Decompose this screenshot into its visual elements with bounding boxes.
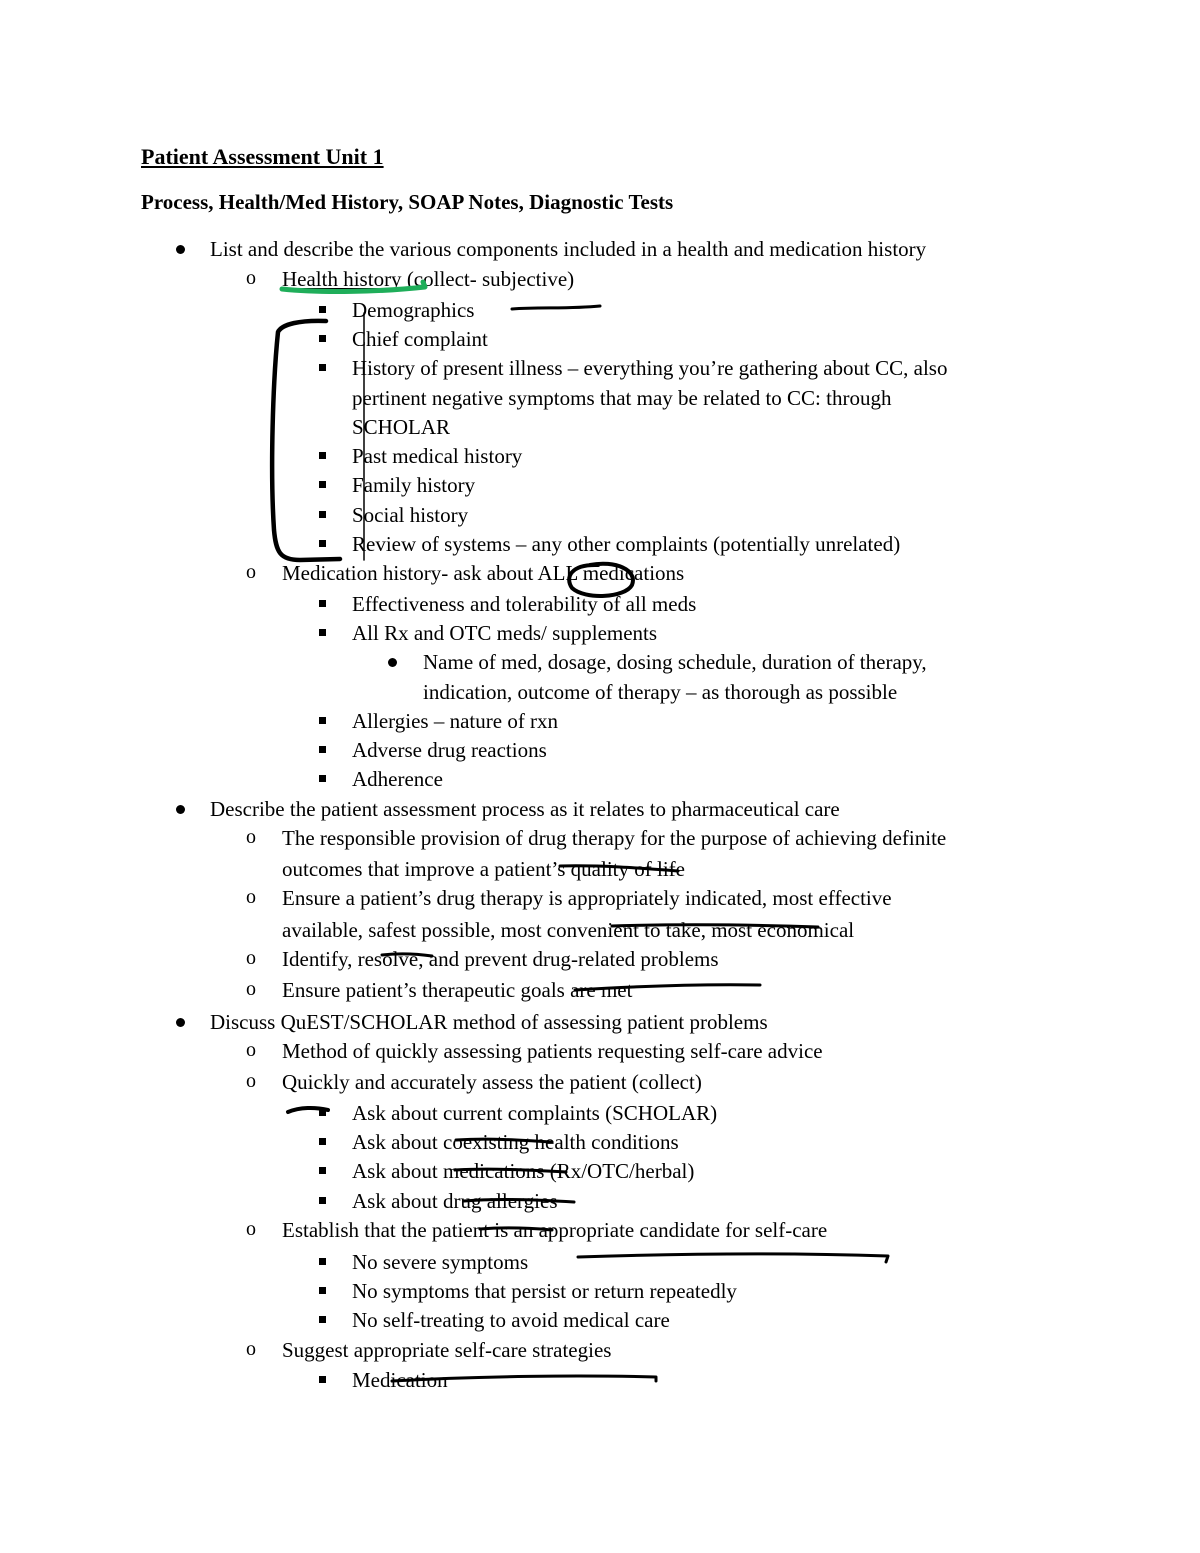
line-text: (collect- subjective) bbox=[406, 267, 575, 291]
outline-line bbox=[282, 266, 574, 292]
bullet-square-icon bbox=[319, 540, 326, 547]
outline-line bbox=[352, 531, 900, 557]
bullet-disc-icon bbox=[176, 1018, 185, 1027]
bullet-square-icon bbox=[319, 306, 326, 313]
bullet-circle-icon: o bbox=[246, 1070, 256, 1092]
outline-line bbox=[352, 414, 450, 440]
line-text: List and describe the various components included in a health and medication history bbox=[210, 237, 927, 261]
outline-line bbox=[352, 1100, 717, 1126]
outline-line bbox=[352, 385, 891, 411]
bullet-circle-icon: o bbox=[246, 1218, 256, 1240]
outline-line bbox=[352, 1278, 737, 1304]
outline-line bbox=[352, 708, 558, 734]
bullet-square-icon bbox=[319, 1197, 326, 1204]
bullet-circle-icon: o bbox=[246, 947, 256, 969]
outline-line bbox=[352, 591, 696, 617]
bullet-square-icon bbox=[319, 1316, 326, 1323]
bullet-circle-icon: o bbox=[246, 1039, 256, 1061]
outline-line bbox=[423, 679, 897, 705]
bullet-square-icon bbox=[319, 1109, 326, 1116]
bullet-square-icon bbox=[319, 364, 326, 371]
outline-line bbox=[282, 1217, 827, 1243]
line-text: Past medical history bbox=[352, 444, 523, 468]
line-text: Chief complaint bbox=[352, 327, 488, 351]
outline-line bbox=[352, 737, 547, 763]
bullet-square-icon bbox=[319, 1258, 326, 1265]
line-text: Demographics bbox=[352, 298, 475, 322]
outline-line bbox=[282, 1038, 823, 1064]
bullet-square-icon bbox=[319, 717, 326, 724]
outline-line bbox=[352, 355, 947, 381]
outline-line bbox=[210, 796, 840, 822]
line-text: Family history bbox=[352, 473, 476, 497]
page-title: Patient Assessment Unit 1 bbox=[141, 144, 384, 169]
line-text: Identify, resolve, and prevent drug-related problems bbox=[282, 947, 719, 971]
bullet-square-icon bbox=[319, 629, 326, 636]
outline-line bbox=[352, 502, 468, 528]
bullet-square-icon bbox=[319, 1376, 326, 1383]
line-text: Ask about current complaints (SCHOLAR) bbox=[352, 1101, 718, 1125]
line-text: pertinent negative symptoms that may be related to CC: through bbox=[352, 386, 892, 410]
line-text: Ensure patient’s therapeutic goals are met bbox=[282, 978, 633, 1002]
outline-line bbox=[352, 1188, 558, 1214]
outline-line bbox=[282, 1069, 702, 1095]
line-text: SCHOLAR bbox=[352, 415, 451, 439]
line-text: outcomes that improve a patient’s quality of life bbox=[282, 857, 685, 881]
bullet-square-icon bbox=[319, 335, 326, 342]
section-heading: Process, Health/Med History, SOAP Notes, Diagnostic Tests bbox=[141, 190, 674, 214]
outline-line bbox=[352, 297, 474, 323]
bullet-disc-icon bbox=[176, 245, 185, 254]
bullet-square-icon bbox=[319, 511, 326, 518]
bullet-circle-icon: o bbox=[246, 826, 256, 848]
bullet-disc-icon bbox=[176, 805, 185, 814]
bullet-disc-icon bbox=[388, 658, 397, 667]
outline-line bbox=[282, 560, 684, 586]
line-text: Social history bbox=[352, 503, 469, 527]
outline-line bbox=[282, 856, 685, 882]
line-text: Name of med, dosage, dosing schedule, duration of therapy, bbox=[423, 650, 927, 674]
line-text: indication, outcome of therapy – as thorough as possible bbox=[423, 680, 898, 704]
line-text: Discuss QuEST/SCHOLAR method of assessing patient problems bbox=[210, 1010, 768, 1034]
bullet-square-icon bbox=[319, 452, 326, 459]
outline-line bbox=[423, 649, 927, 675]
line-text: Adherence bbox=[352, 767, 443, 791]
line-text: Ask about coexisting health conditions bbox=[352, 1130, 679, 1154]
line-text: Suggest appropriate self-care strategies bbox=[282, 1338, 612, 1362]
outline-line bbox=[282, 917, 854, 943]
line-text: Establish that the patient is an appropriate candidate for self-care bbox=[282, 1218, 828, 1242]
line-text: Medication history- ask about ALL medications bbox=[282, 561, 685, 585]
line-text: No symptoms that persist or return repeatedly bbox=[352, 1279, 737, 1303]
bullet-square-icon bbox=[319, 481, 326, 488]
line-text: Adverse drug reactions bbox=[352, 738, 547, 762]
bullet-square-icon bbox=[319, 600, 326, 607]
line-text: Ask about drug allergies bbox=[352, 1189, 558, 1213]
outline-line bbox=[282, 977, 632, 1003]
outline-line bbox=[282, 825, 946, 851]
line-text: Ensure a patient’s drug therapy is appropriately indicated, most effective bbox=[282, 886, 892, 910]
bullet-square-icon bbox=[319, 1138, 326, 1145]
line-text: Effectiveness and tolerability of all meds bbox=[352, 592, 697, 616]
bullet-circle-icon: o bbox=[246, 886, 256, 908]
line-text: available, safest possible, most convenient to take, most economical bbox=[282, 918, 855, 942]
bullet-circle-icon: o bbox=[246, 267, 256, 289]
line-text: No severe symptoms bbox=[352, 1250, 529, 1274]
outline-line bbox=[352, 443, 522, 469]
line-text: Ask about medications (Rx/OTC/herbal) bbox=[352, 1159, 695, 1183]
outline-line bbox=[210, 1009, 768, 1035]
outline-line bbox=[352, 766, 443, 792]
bullet-square-icon bbox=[319, 775, 326, 782]
outline-line bbox=[352, 326, 488, 352]
outline-line bbox=[352, 620, 657, 646]
outline-line bbox=[282, 885, 892, 911]
bullet-square-icon bbox=[319, 1167, 326, 1174]
line-text: All Rx and OTC meds/ supplements bbox=[352, 621, 658, 645]
bullet-circle-icon: o bbox=[246, 978, 256, 1000]
outline-line bbox=[282, 946, 719, 972]
outline-line bbox=[352, 1129, 679, 1155]
line-text: History of present illness – everything you’re gathering about CC, also bbox=[352, 356, 948, 380]
line-text: Review of systems – any other complaints (potentially unrelated) bbox=[352, 532, 901, 556]
outline-line bbox=[210, 236, 926, 262]
outline-line bbox=[352, 1249, 528, 1275]
line-text: Quickly and accurately assess the patient (collect) bbox=[282, 1070, 702, 1094]
outline-line bbox=[282, 1337, 611, 1363]
outline-line bbox=[352, 472, 475, 498]
bullet-circle-icon: o bbox=[246, 561, 256, 583]
bullet-square-icon bbox=[319, 746, 326, 753]
line-text: Medication bbox=[352, 1368, 448, 1392]
line-text: The responsible provision of drug therapy for the purpose of achieving definite bbox=[282, 826, 947, 850]
line-text: Allergies – nature of rxn bbox=[352, 709, 559, 733]
line-text: Describe the patient assessment process as it relates to pharmaceutical care bbox=[210, 797, 840, 821]
underlined-term: Health history bbox=[282, 267, 407, 291]
line-text: Method of quickly assessing patients requesting self-care advice bbox=[282, 1039, 823, 1063]
outline-line bbox=[352, 1367, 448, 1393]
bullet-circle-icon: o bbox=[246, 1338, 256, 1360]
bullet-square-icon bbox=[319, 1287, 326, 1294]
outline-line bbox=[352, 1158, 694, 1184]
line-text: No self-treating to avoid medical care bbox=[352, 1308, 670, 1332]
outline-line bbox=[352, 1307, 670, 1333]
